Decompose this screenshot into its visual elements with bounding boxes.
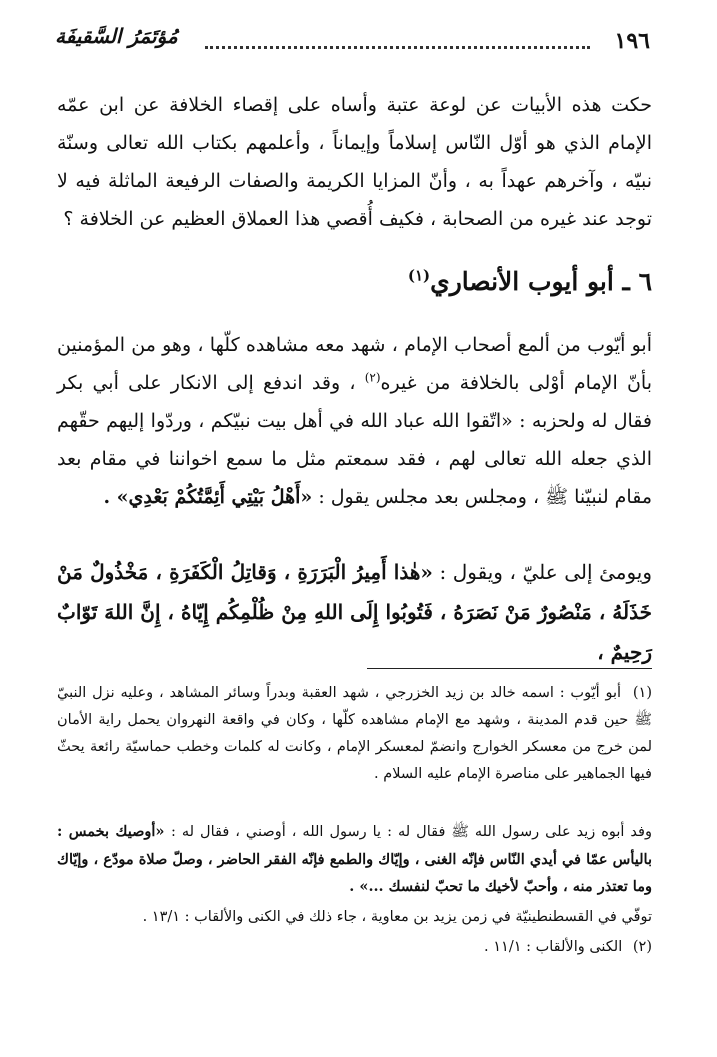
paragraph-2-quote: «أَهْلُ بَيْتِي أَئِمَّتُكُمْ بَعْدِي» . — [103, 486, 313, 508]
running-header — [55, 22, 650, 62]
footnote-2-text: الكنى والألقاب : ١١/١ . — [484, 939, 623, 955]
paragraph-2-part-a: أبو أيّوب من ألمع أصحاب الإمام ، شهد معه مشاهده كلّها ، وهو من المؤمنين بأنّ الإمام أوْلى بالخلافة من غيره — [57, 334, 653, 394]
paragraph-2 — [57, 326, 652, 526]
book-title: مُؤتَمَرُ السَّقيفَة — [55, 24, 178, 48]
paragraph-3 — [57, 552, 653, 664]
paragraph-2-footnote-ref: (٢) — [364, 370, 381, 385]
footnote-1 — [57, 680, 652, 820]
paragraph-3-quote: «هٰذا أَمِيرُ الْبَرَرَةِ ، وَقاتِلُ الْكَفَرَةِ ، مَخْذُولٌ مَنْ خَذَلَهُ ، مَنْصُورٌ مَنْ نَصَرَهُ ، فَتُوبُوا إِلَى اللهِ مِنْ ظُلْمِكُم إِيّاهُ ، إِنَّ اللهَ تَوّابٌ رَحِيمٌ ، — [57, 560, 652, 664]
footnote-1-text: أبو أيّوب : اسمه خالد بن زيد الخزرجي ، شهد العقبة وبدراً وسائر المشاهد ، وعليه نزل النبيّ ﷺ حين قدم المدينة ، وشهد مع الإمام مشاهده كلّها ، وكان في واقعة النهروان يحمل راية الأمان لمن خرج من معسكر الخوارج وانضمّ لمعسكر الإمام ، وكانت له كلمات وخطب حماسيّة رائعة يحثّ فيها الجماهير على مناصرة الإمام عليه السلام . — [57, 685, 652, 782]
footnote-separator — [367, 668, 652, 669]
footnote-1-number: (١) — [632, 685, 653, 701]
section-heading-footnote-ref: (١) — [407, 266, 431, 285]
paragraph-3-intro: ويومئ إلى عليّ ، ويقول : — [439, 560, 653, 584]
footnote-1-continuation-intro: وفد أبوه زيد على رسول الله ﷺ فقال له : يا رسول الله ، أوصني ، فقال له : — [170, 824, 652, 840]
paragraph-1: حكت هذه الأبيات عن لوعة عتبة وأساه على إقصاء الخلافة عن ابن عمّه الإمام الذي هو أوّل النّاس إسلاماً وإيماناً ، وأعلمهم بكتاب الله تعالى وسنّة نبيّه ، وآخرهم عهداً به ، وأنّ المزايا الكريمة والصفات الرفيعة الماثلة فيه لا توجد عند غيره من الصحابة ، فكيف أُقصي هذا العملاق العظيم عن الخلافة ؟ — [57, 94, 652, 230]
footnote-2-number: (٢) — [632, 939, 652, 955]
footnote-1-continuation-quote: «أوصيك بخمس : باليأس عمّا في أيدي النّاس فإنّه الغنى ، وإيّاك والطمع فإنّه الفقر الحاضر ، وصلّ صلاة مودّع ، وإيّاك وما تعتذر منه ، وأحبّ لأخيك ما تحبّ لنفسك ...» . — [57, 823, 652, 895]
paragraph-2-part-b: ، وقد اندفع إلى الانكار على أبي بكر فقال له ولحزبه : «اتّقوا الله عباد الله في أهل بيت نبيّكم ، وردّوا إليهم حقّهم الذي جعله الله تعالى لهم ، فقد سمعتم مثل ما سمع اخواننا في مقام بعد مقام لنبيّنا ﷺ ، ومجلس بعد مجلس يقول : — [57, 372, 652, 508]
section-heading-title: ٦ ـ أبو أيوب الأنصاري — [430, 267, 652, 296]
header-dotted-rule — [205, 46, 590, 49]
footnote-2 — [57, 934, 652, 964]
page-number: ١٩٦ — [614, 28, 650, 54]
footnote-1-continuation — [57, 818, 652, 908]
section-heading — [57, 262, 652, 302]
footnote-1-end: توفّي في القسطنطينيّة في زمن يزيد بن معاوية ، جاء ذلك في الكنى والألقاب : ١٣/١ . — [142, 909, 652, 925]
